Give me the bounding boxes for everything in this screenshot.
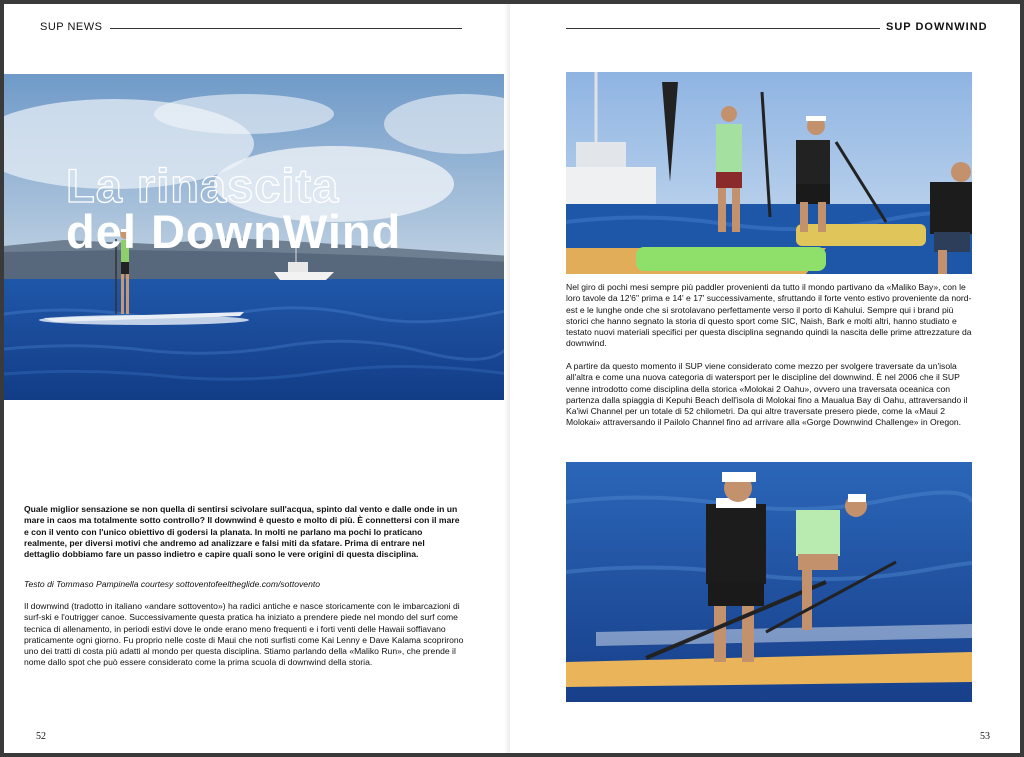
- magazine-spread: [4, 4, 1020, 753]
- intro-paragraph: Quale miglior sensazione se non quella di sentirsi scivolare sull'acqua, spinto dal vento e dalle onde in un mare in caos ma totalmente sotto controllo? Il downwind è questo e molto di più. È connettersi con il mare e con il vento con l'unico obiettivo di godersi la planata. In molti ne parlano ma pochi lo praticano realmente, per diversi motivi che andremo ad analizzare e falsi miti da sfatare. Prima di entrare nel dettaglio dobbiamo fare un passo indietro e capire quali sono le vere origini di questa disciplina.: [24, 504, 460, 560]
- race-photo-bottom: [566, 462, 972, 702]
- left-page: [4, 4, 510, 753]
- running-head: SUP NEWS: [40, 21, 103, 33]
- page-number: 53: [980, 731, 990, 742]
- right-page: [510, 4, 1020, 753]
- header-rule: [110, 28, 462, 29]
- hero-photo: [4, 74, 510, 400]
- running-head: SUP DOWNWIND: [886, 21, 988, 33]
- page-number: 52: [36, 731, 46, 742]
- author-credit: Testo di Tommaso Pampinella courtesy sottoventofeeltheglide.com/sottovento: [24, 579, 321, 589]
- paragraph-2: A partire da questo momento il SUP viene considerato come mezzo per svolgere traversate da un'isola all'altra e come una nuova categoria di watersport per le discipline del downwind. È nel 2006 che il SUP venne introdotto come disciplina della storica «Molokai 2 Oahu», ovvero una traversata oceanica con partenza dalla spiaggia di Kepuhi Beach dell'isola di Molokai fino a Maualua Bay di Oahu, attraversando il Ka'iwi Channel per un totale di 52 chilometri. Da qui altre traversate presero piede, come la «Maui 2 Molokai» attraversando il Pailolo Channel fino ad arrivare alla «Gorge Downwind Challenge» in Oregon.: [566, 361, 968, 428]
- race-photo-top: [566, 72, 972, 274]
- title-outline: La rinascita: [66, 159, 340, 212]
- body-paragraph: Il downwind (tradotto in italiano «andare sottovento») ha radici antiche e nasce storicamente con le imbarcazioni di surf-ski e l'outrigger canoe. Successivamente questa pratica ha iniziato a prendere piede nel mondo del surf come tecnica di allenamento, in periodi estivi dove le onde erano meno frequenti e i forti venti delle Hawaii soffiavano praticamente ogni giorno. Fu proprio nelle coste di Maui che noti surfisti come Kai Lenny e Dave Kalama scoprirono uno dei tratti di costa più adatti al mondo per questa disciplina. Stiamo parlando della «Maliko Run», che prende il nome dallo spot che può essere considerato come la prima scuola di downwind della storia.: [24, 601, 464, 668]
- paragraph-1: Nel giro di pochi mesi sempre più paddler provenienti da tutto il mondo partivano da «Maliko Bay», con le loro tavole da 12'6" prima e 14' e 17' successivamente, sfruttando il forte vento estivo proveniente da nord-est e le lunghe onde che si srotolavano perfettamente verso il porto di Kahului. Sempre qui i brand più storici che hanno segnato la storia di questo sport come SIC, Naish, Bark e molti altri, hanno studiato e testato nuovi materiali specifici per questa disciplina segnando quindi la nascita delle prime attrezzature da downwind.: [566, 282, 972, 349]
- title-solid: del DownWind: [66, 205, 402, 258]
- header-rule: [566, 28, 880, 29]
